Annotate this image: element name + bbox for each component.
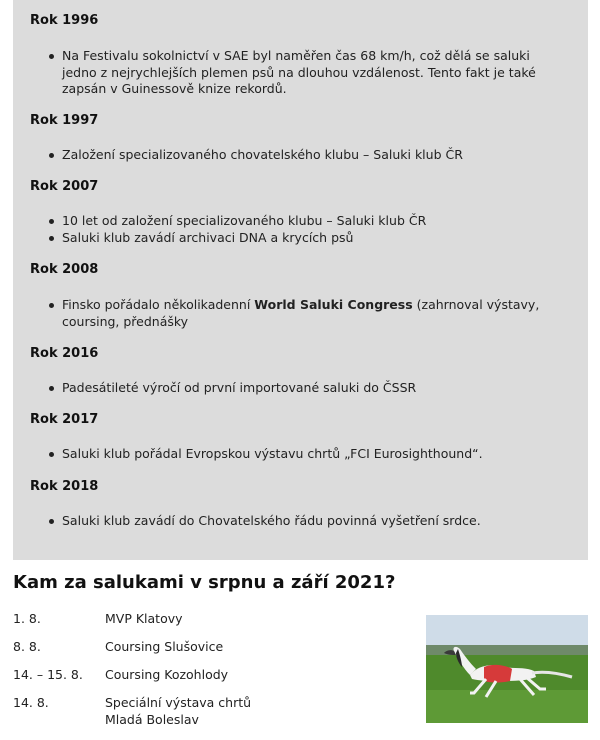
- list-item: [13, 147, 573, 164]
- event-date: 8. 8.: [13, 639, 41, 654]
- list-item: [13, 446, 573, 463]
- item-text: Na Festivalu sokolnictví v SAE byl naměřen čas 68 km/h, což dělá se saluki jedno z nejrychlejších plemen psů na dlouhou vzdálenost. Tento fakt je také zapsán v Guinessově knize rekordů.: [62, 48, 536, 96]
- event-name: Coursing Slušovice: [105, 639, 224, 654]
- item-text: 10 let od založení specializovaného klubu – Saluki klub ČR: [62, 213, 427, 228]
- event-list: [13, 213, 573, 246]
- year-heading: Rok 2008: [30, 262, 99, 277]
- year-heading: Rok 2016: [30, 346, 99, 361]
- item-text: Saluki klub zavádí do Chovatelského řádu povinná vyšetření srdce.: [62, 513, 481, 528]
- item-text-bold: World Saluki Congress: [254, 297, 413, 312]
- event-list: [13, 48, 573, 98]
- year-heading: Rok 2007: [30, 179, 99, 194]
- event-date: 1. 8.: [13, 611, 41, 626]
- events-section-title: Kam za salukami v srpnu a září 2021?: [13, 572, 396, 593]
- grass-foreground: [426, 690, 588, 723]
- event-date: 14. – 15. 8.: [13, 667, 83, 682]
- year-heading: Rok 2018: [30, 479, 99, 494]
- saluki-photo-illustration: [426, 615, 588, 723]
- item-text: Saluki klub pořádal Evropskou výstavu chrtů „FCI Eurosighthound“.: [62, 446, 483, 461]
- item-text: (zahrnoval výstavy, coursing, přednášky: [62, 297, 540, 329]
- event-date: 14. 8.: [13, 695, 49, 710]
- year-heading: Rok 2017: [30, 412, 99, 427]
- list-item: [13, 213, 573, 230]
- event-list: [13, 147, 573, 164]
- saluki-photo: [426, 615, 588, 723]
- item-text: Finsko pořádalo několikadenní: [62, 297, 255, 312]
- list-item: [13, 513, 573, 530]
- list-item: [13, 48, 573, 98]
- list-item: [13, 380, 573, 397]
- event-name: Coursing Kozohlody: [105, 667, 229, 682]
- list-item: [13, 230, 573, 247]
- event-name: Speciální výstava chrtů Mladá Boleslav: [105, 695, 252, 727]
- event-list: [13, 513, 573, 530]
- event-list: [13, 297, 573, 330]
- item-text: Založení specializovaného chovatelského klubu – Saluki klub ČR: [62, 147, 463, 162]
- event-list: [13, 380, 573, 397]
- item-text: Padesátileté výročí od první importované saluki do ČSSR: [62, 380, 417, 395]
- year-heading: Rok 1996: [30, 13, 99, 28]
- event-name: MVP Klatovy: [105, 611, 183, 626]
- event-list: [13, 446, 573, 463]
- item-text: Saluki klub zavádí archivaci DNA a krycích psů: [62, 229, 354, 245]
- year-heading: Rok 1997: [30, 113, 99, 128]
- list-item: [13, 297, 573, 330]
- timeline-box: [13, 0, 588, 560]
